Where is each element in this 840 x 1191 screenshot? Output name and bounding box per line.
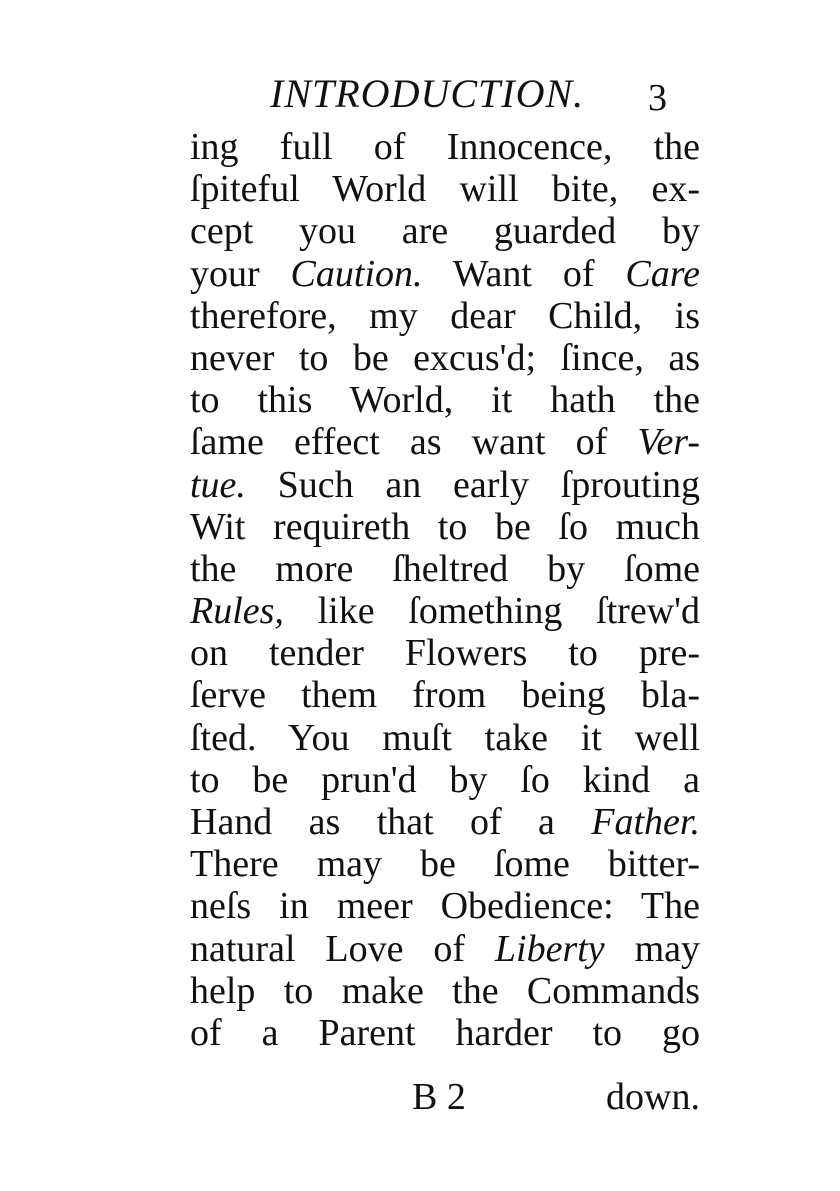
text-line: your Caution. Want of Care <box>190 252 700 295</box>
running-title: INTRODUCTION. <box>270 71 585 116</box>
text-line: to be prun'd by ſo kind a <box>190 758 700 801</box>
text-line: ſame effect as want of Ver- <box>190 421 700 464</box>
italic-word: Liberty <box>494 927 605 970</box>
text-line: cept you are guarded by <box>190 210 700 253</box>
text-line: Hand as that of a Father. <box>190 801 700 843</box>
signature-mark: B 2 <box>412 1076 466 1118</box>
text-line: of a Parent harder to go <box>190 1011 700 1054</box>
text-line: ſerve them from being bla- <box>190 674 700 717</box>
text-line: neſs in meer Obedience: The <box>190 885 700 928</box>
catchword: down. <box>606 1076 700 1118</box>
text-line: tue. Such an early ſprouting <box>190 463 700 506</box>
text-line: the more ſheltred by ſome <box>190 547 700 590</box>
text-line: to this World, it hath the <box>190 379 700 422</box>
text-line: ſpiteful World will bite, ex- <box>190 168 700 211</box>
text-line: ing full of Innocence, the <box>190 126 700 168</box>
body-text <box>190 126 700 1054</box>
italic-word: Care <box>625 252 700 295</box>
italic-word: Caution. <box>290 252 423 295</box>
italic-word: Father. <box>591 801 700 843</box>
text-line: ſted. You muſt take it well <box>190 716 700 759</box>
running-head <box>270 70 720 120</box>
text-line: natural Love of Liberty may <box>190 927 700 970</box>
italic-word: Ver- <box>637 421 700 464</box>
text-line: Wit requireth to be ſo much <box>190 505 700 548</box>
page-footer <box>190 1075 700 1117</box>
text-line: help to make the Commands <box>190 969 700 1012</box>
text-line: There may be ſome bitter- <box>190 843 700 886</box>
text-line: therefore, my dear Child, is <box>190 294 700 337</box>
italic-word: Rules, <box>190 590 284 633</box>
text-line: never to be excus'd; ſince, as <box>190 336 700 379</box>
text-line: on tender Flowers to pre- <box>190 632 700 675</box>
italic-word: tue. <box>190 463 246 506</box>
text-line: Rules, like ſomething ſtrew'd <box>190 590 700 633</box>
page-number: 3 <box>648 77 667 119</box>
